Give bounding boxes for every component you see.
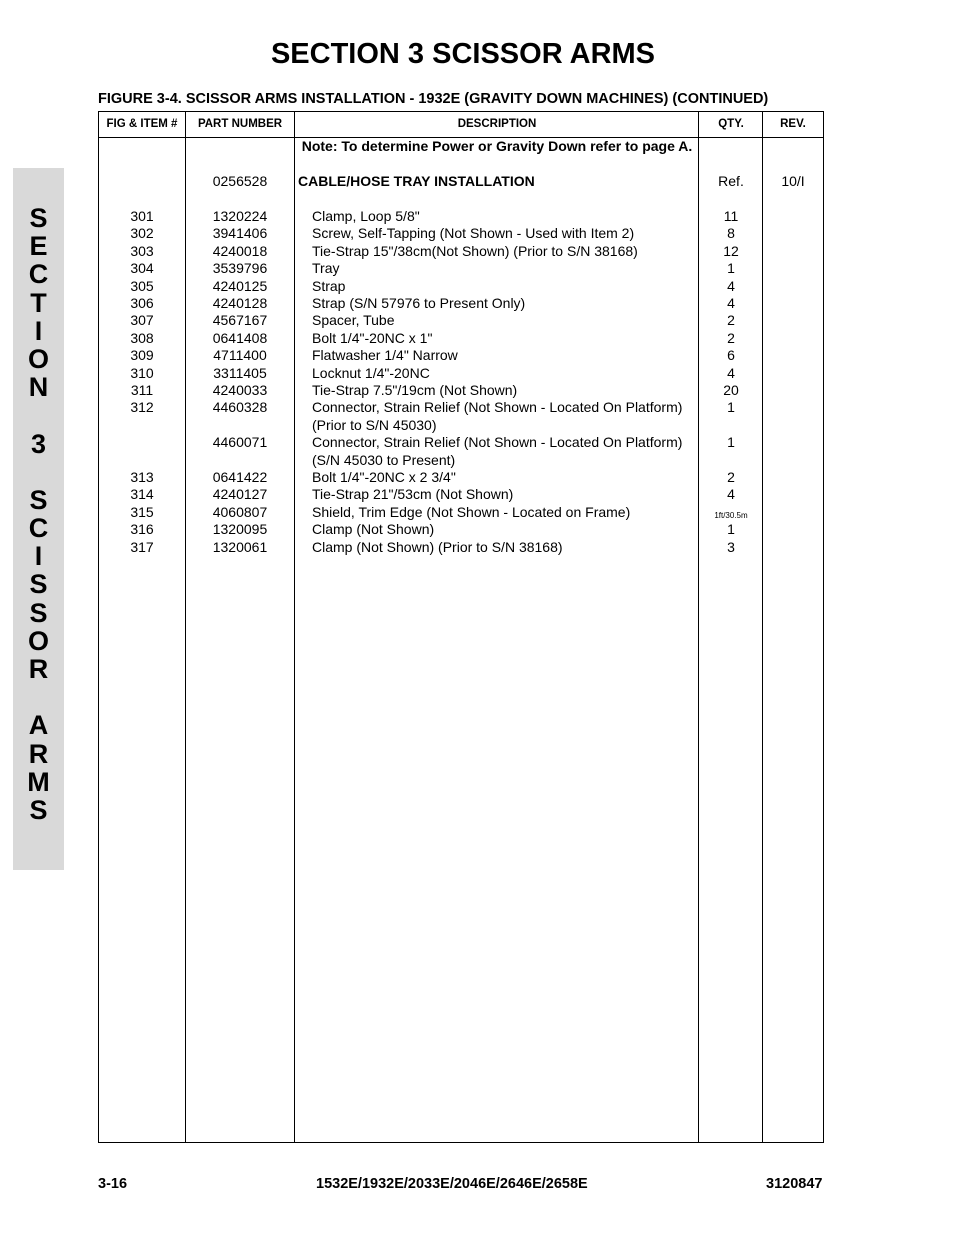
table-note: Note: To determine Power or Gravity Down refer to page A. — [301, 138, 693, 154]
side-tab-letter: A — [28, 710, 49, 741]
row-item-number: 313 — [130, 469, 154, 485]
assembly-qty: Ref. — [718, 173, 744, 189]
row-part-number: 1320224 — [212, 208, 268, 224]
row-part-number: 4240128 — [212, 295, 268, 311]
row-part-number: 4460071 — [212, 434, 268, 451]
side-tab-letter: 3 — [30, 428, 47, 459]
row-qty: 20 — [723, 382, 739, 398]
row-part-number: 0641408 — [212, 329, 268, 346]
row-part-number: 4060807 — [212, 503, 268, 520]
row-description: Clamp (Not Shown) (Prior to S/N 38168) — [312, 538, 563, 555]
row-description: Strap — [312, 277, 346, 294]
row-item-number: 305 — [130, 277, 154, 294]
side-tab-letter: O — [27, 625, 49, 656]
row-description-continued: (S/N 45030 to Present) — [312, 451, 456, 468]
side-tab-letter: I — [34, 541, 43, 572]
row-part-number: 1320095 — [212, 521, 268, 538]
row-part-number: 4240125 — [212, 277, 268, 294]
side-tab-letter: O — [27, 343, 49, 374]
row-qty: 1 — [727, 521, 735, 538]
row-qty: 4 — [727, 295, 735, 311]
row-part-number: 4240033 — [212, 382, 268, 398]
side-tab-letter: E — [29, 231, 48, 262]
column-header-item: FIG & ITEM # — [106, 118, 178, 130]
row-item-number: 314 — [130, 486, 154, 503]
row-part-number: 4460328 — [212, 399, 268, 416]
row-qty: 4 — [727, 364, 735, 381]
row-description: Flatwasher 1/4" Narrow — [312, 347, 458, 364]
row-item-number: 307 — [130, 312, 154, 329]
side-tab-letter: N — [28, 372, 49, 403]
assembly-description: CABLE/HOSE TRAY INSTALLATION — [298, 173, 535, 189]
section-side-tab-letters — [13, 204, 64, 824]
row-item-number: 312 — [130, 399, 154, 416]
row-item-number: 303 — [130, 242, 154, 259]
row-description: Tie-Strap 7.5"/19cm (Not Shown) — [312, 382, 518, 398]
row-part-number: 4567167 — [212, 312, 268, 329]
row-qty: 2 — [727, 469, 735, 485]
row-item-number: 317 — [130, 538, 154, 555]
row-description: Tie-Strap 21"/53cm (Not Shown) — [312, 486, 514, 503]
row-description: Spacer, Tube — [312, 312, 395, 329]
row-item-number: 302 — [130, 225, 154, 242]
row-item-number: 308 — [130, 329, 154, 346]
row-description: Clamp, Loop 5/8" — [312, 208, 420, 224]
side-tab-letter: R — [28, 738, 49, 769]
assembly-rev: 10/I — [781, 173, 805, 189]
row-description: Shield, Trim Edge (Not Shown - Located on Frame) — [312, 503, 631, 520]
side-tab-letter: C — [28, 513, 49, 544]
row-description: Screw, Self-Tapping (Not Shown - Used with Item 2) — [312, 225, 635, 242]
row-description: Strap (S/N 57976 to Present Only) — [312, 295, 526, 311]
side-tab-letter: S — [29, 569, 48, 600]
row-part-number: 0641422 — [212, 469, 268, 485]
row-qty: 4 — [727, 277, 735, 294]
row-part-number: 3941406 — [212, 225, 268, 242]
row-item-number: 310 — [130, 364, 154, 381]
row-qty: 1ft/30.5m — [714, 510, 748, 520]
row-description: Bolt 1/4"-20NC x 2 3/4" — [312, 469, 456, 485]
footer-models: 1532E/1932E/2033E/2046E/2646E/2658E — [316, 1176, 588, 1192]
side-tab-letter: T — [30, 287, 47, 318]
row-qty: 1 — [727, 399, 735, 416]
row-qty: 1 — [727, 260, 735, 277]
row-item-number: 301 — [130, 208, 154, 224]
row-description: Clamp (Not Shown) — [312, 521, 435, 538]
row-qty: 4 — [727, 486, 735, 503]
row-item-number: 304 — [130, 260, 154, 277]
row-item-number: 311 — [130, 382, 154, 398]
row-qty: 11 — [723, 208, 739, 224]
side-tab-letter: M — [27, 766, 50, 797]
column-header-rev: REV. — [780, 118, 806, 130]
row-qty: 1 — [727, 434, 735, 451]
section-title: SECTION 3 SCISSOR ARMS — [270, 38, 656, 70]
row-description: Tie-Strap 15"/38cm(Not Shown) (Prior to S/N 38168) — [312, 242, 638, 259]
assembly-part-number: 0256528 — [212, 173, 268, 189]
row-qty: 2 — [727, 312, 735, 329]
row-description: Tray — [312, 260, 340, 277]
side-tab-letter: S — [29, 597, 48, 628]
row-item-number: 306 — [130, 295, 154, 311]
row-item-number: 315 — [130, 503, 154, 520]
side-tab-letter: I — [34, 315, 43, 346]
row-part-number: 4240018 — [212, 242, 268, 259]
footer-doc-number: 3120847 — [766, 1176, 823, 1192]
row-qty: 6 — [727, 347, 735, 364]
side-tab-letter: C — [28, 259, 49, 290]
row-description: Bolt 1/4"-20NC x 1" — [312, 329, 433, 346]
row-description: Connector, Strain Relief (Not Shown - Located On Platform) — [312, 399, 683, 416]
row-description-continued: (Prior to S/N 45030) — [312, 416, 437, 433]
column-header-part-number: PART NUMBER — [197, 118, 283, 130]
figure-title: FIGURE 3-4. SCISSOR ARMS INSTALLATION - 1932E (GRAVITY DOWN MACHINES) (CONTINUED) — [98, 91, 769, 107]
side-tab-letter: S — [29, 203, 48, 233]
row-item-number: 316 — [130, 521, 154, 538]
row-description: Locknut 1/4"-20NC — [312, 364, 430, 381]
side-tab-letter: R — [28, 654, 49, 684]
row-qty: 12 — [723, 242, 739, 259]
column-header-qty: QTY. — [718, 118, 744, 130]
row-part-number: 3311405 — [213, 364, 267, 381]
side-tab-letter: S — [29, 484, 48, 515]
column-header-description: DESCRIPTION — [457, 118, 537, 130]
row-part-number: 3539796 — [212, 260, 268, 277]
row-item-number: 309 — [130, 347, 154, 364]
side-tab-letter: S — [29, 794, 48, 825]
row-qty: 8 — [727, 225, 735, 242]
parts-table — [98, 111, 824, 1143]
row-part-number: 4240127 — [212, 486, 268, 503]
row-qty: 3 — [727, 538, 735, 555]
row-part-number: 1320061 — [212, 538, 268, 555]
row-part-number: 4711400 — [213, 347, 267, 364]
row-description: Connector, Strain Relief (Not Shown - Located On Platform) — [312, 434, 683, 451]
row-qty: 2 — [727, 329, 735, 346]
footer-page-number: 3-16 — [98, 1176, 128, 1192]
